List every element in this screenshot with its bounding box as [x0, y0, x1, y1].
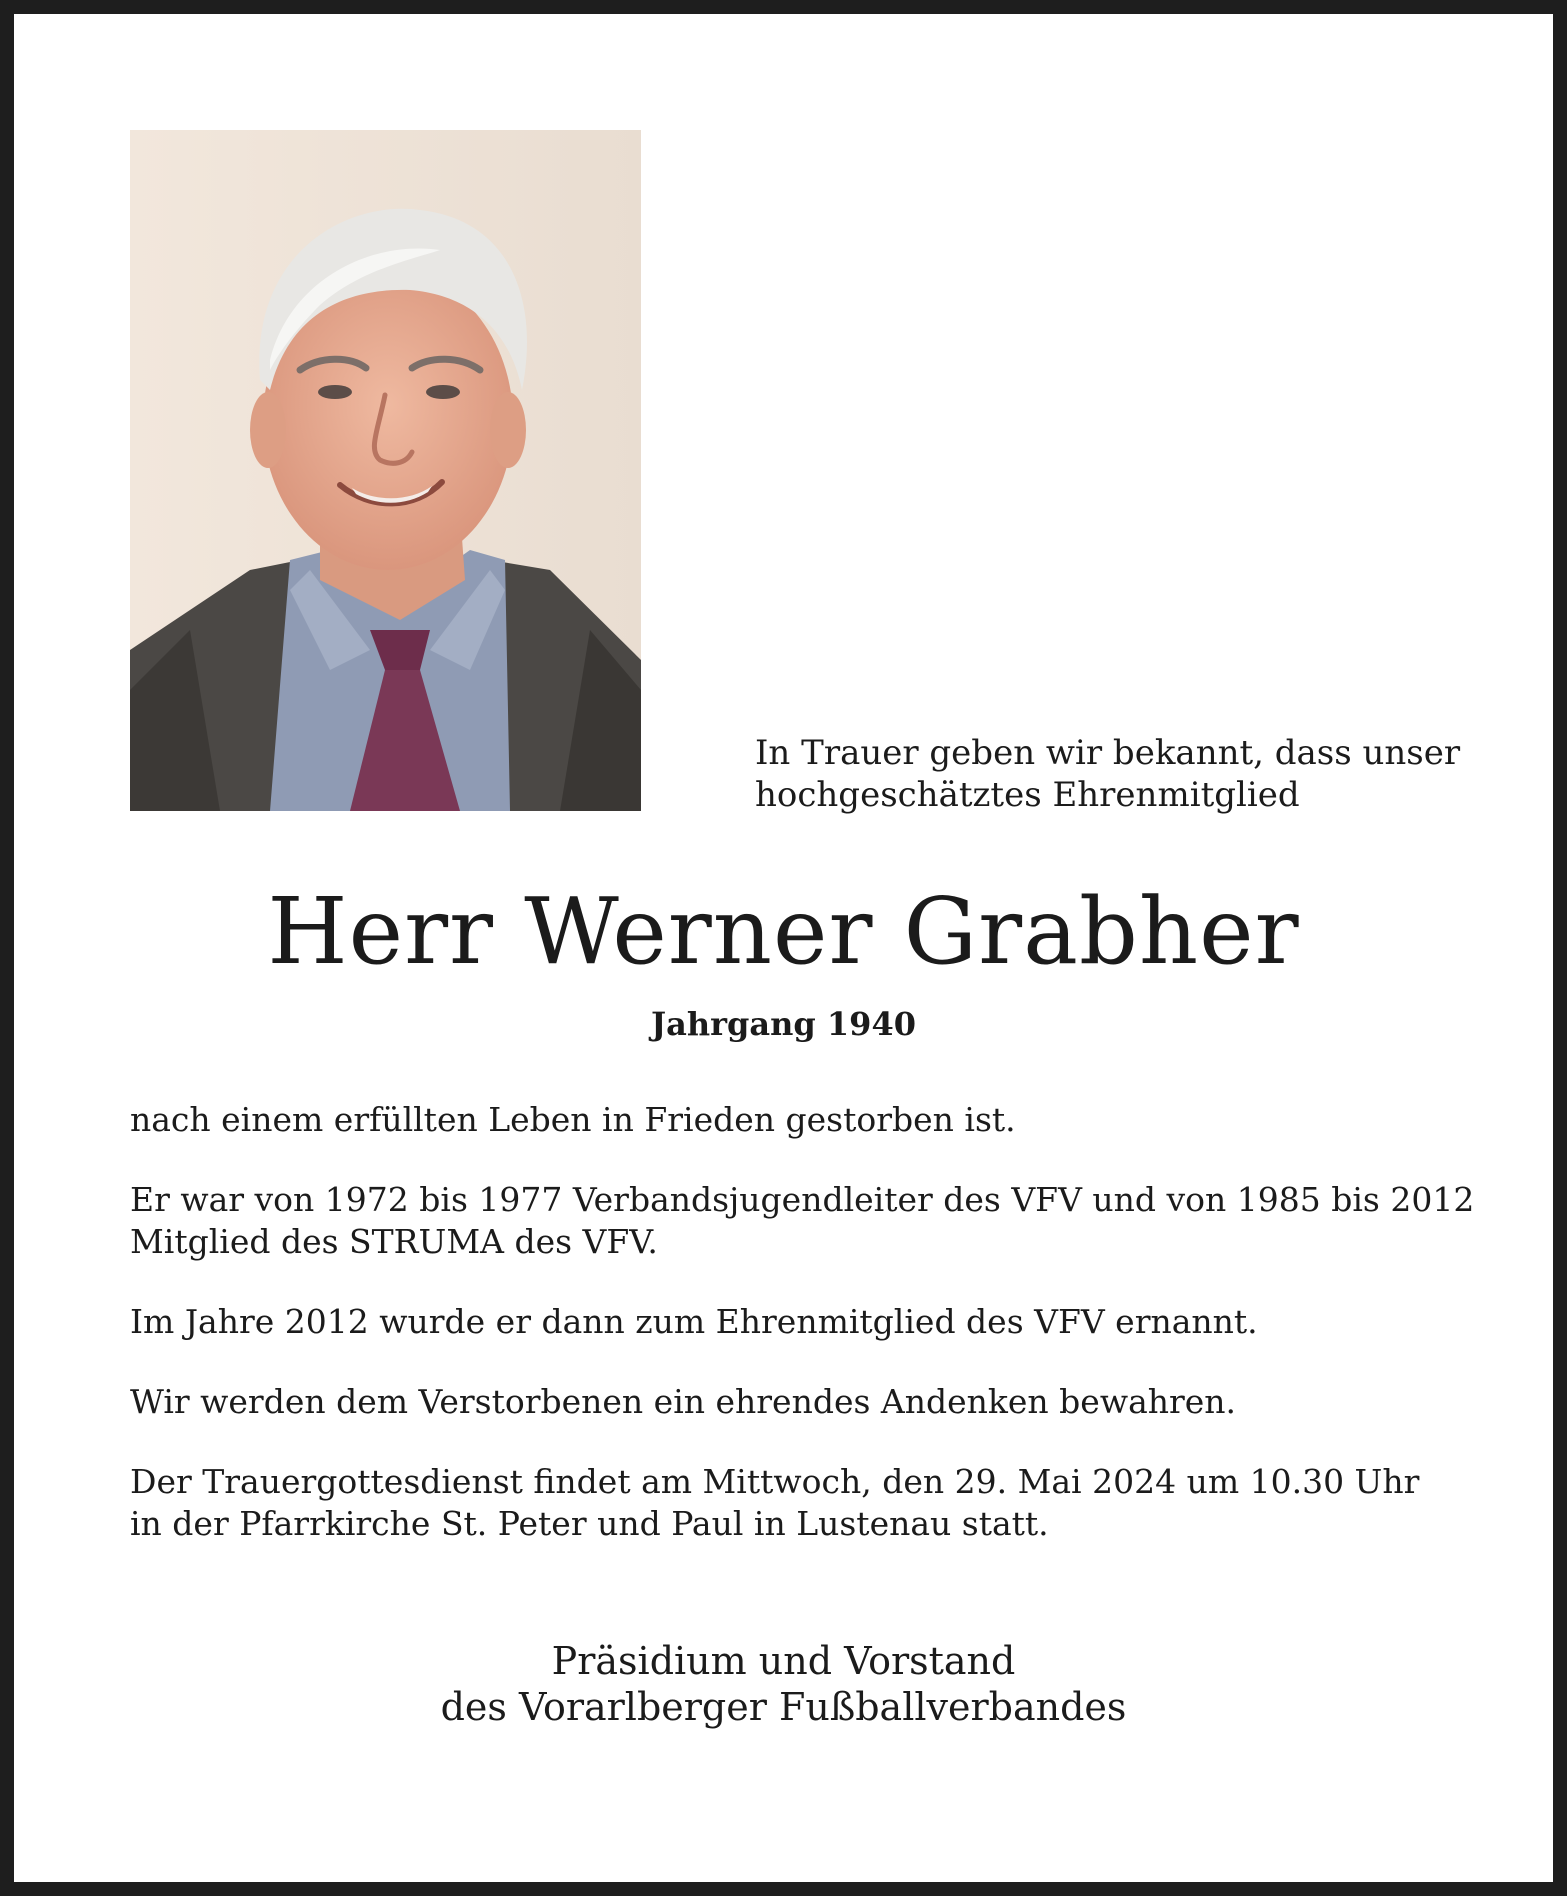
paragraph — [130, 1381, 1520, 1423]
signature — [14, 1638, 1553, 1730]
paragraph — [130, 1099, 1520, 1141]
paragraph-line: Im Jahre 2012 wurde er dann zum Ehrenmitglied des VFV ernannt. — [130, 1302, 1258, 1341]
intro-line-2: hochgeschätztes Ehrenmitglied — [755, 775, 1300, 815]
paragraph-line: nach einem erfüllten Leben in Frieden gestorben ist. — [130, 1100, 1016, 1139]
paragraph-line: in der Pfarrkirche St. Peter und Paul in Lustenau statt. — [130, 1504, 1049, 1543]
paragraph-line: Er war von 1972 bis 1977 Verbandsjugendleiter des VFV und von 1985 bis 2012 — [130, 1180, 1475, 1219]
birth-year: Jahrgang 1940 — [651, 1005, 916, 1043]
intro-text — [755, 732, 1515, 816]
obituary-body — [130, 1099, 1520, 1583]
signature-line-1: Präsidium und Vorstand — [551, 1639, 1016, 1683]
paragraph — [130, 1301, 1520, 1343]
signature-line-2: des Vorarlberger Fußballverbandes — [440, 1685, 1127, 1729]
intro-line-1: In Trauer geben wir bekannt, dass unser — [755, 733, 1461, 773]
obituary-page — [14, 14, 1553, 1882]
paragraph — [130, 1461, 1520, 1545]
paragraph — [130, 1179, 1520, 1263]
paragraph-line: Wir werden dem Verstorbenen ein ehrendes Andenken bewahren. — [130, 1382, 1237, 1421]
paragraph-line: Der Trauergottesdienst findet am Mittwoch, den 29. Mai 2024 um 10.30 Uhr — [130, 1462, 1420, 1501]
portrait-photo — [130, 130, 641, 811]
deceased-name: Herr Werner Grabher — [267, 878, 1300, 985]
paragraph-line: Mitglied des STRUMA des VFV. — [130, 1222, 658, 1261]
